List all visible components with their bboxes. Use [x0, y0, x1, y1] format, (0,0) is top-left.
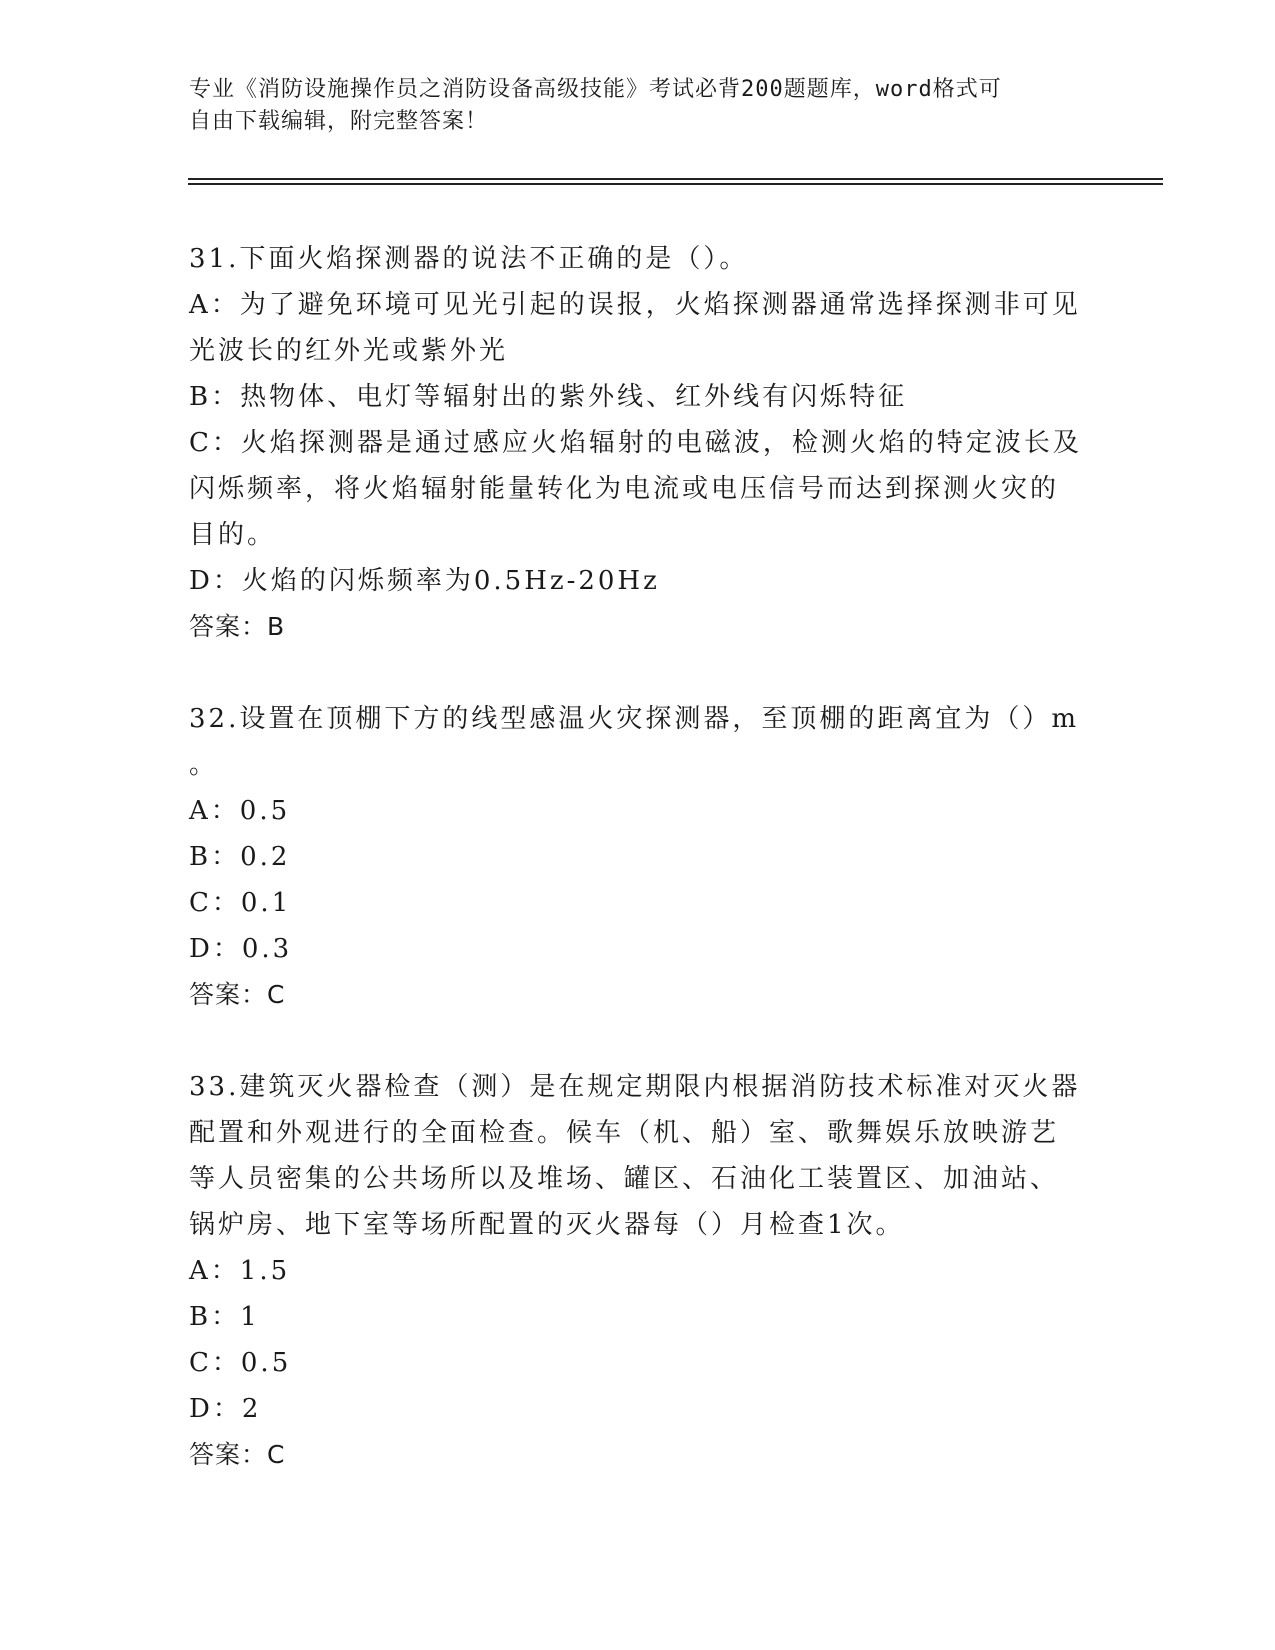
option-line: B：0.2: [189, 842, 291, 872]
option-b: [189, 1294, 1089, 1340]
option-line: A：0.5: [189, 796, 291, 826]
header-line-2: 自由下载编辑，附完整答案！: [189, 109, 489, 134]
option-d: [189, 558, 1089, 604]
option-d: [189, 1386, 1089, 1432]
header-divider-bottom: [188, 183, 1163, 185]
question-stem-line: 33.建筑灭火器检查（测）是在规定期限内根据消防技术标准对灭火器: [189, 1072, 1081, 1102]
answer-label: 答案：C: [189, 980, 286, 1009]
answer-label: 答案：C: [189, 1440, 286, 1469]
option-line: A：为了避免环境可见光引起的误报，火焰探测器通常选择探测非可见: [189, 290, 1081, 320]
option-line: D：2: [189, 1394, 262, 1424]
option-line: C：0.5: [189, 1348, 292, 1378]
option-a: [189, 282, 1089, 374]
option-b: [189, 374, 1089, 420]
option-d: [189, 926, 1089, 972]
option-line: 闪烁频率，将火焰辐射能量转化为电流或电压信号而达到探测火灾的: [189, 474, 1060, 504]
question-stem-line: 锅炉房、地下室等场所配置的灭火器每（）月检查1次。: [189, 1210, 905, 1240]
option-line: B：热物体、电灯等辐射出的紫外线、红外线有闪烁特征: [189, 382, 908, 412]
header-line-1: 专业《消防设施操作员之消防设备高级技能》考试必背200题题库，word格式可: [189, 77, 1002, 102]
question-stem-line: 。: [189, 750, 219, 780]
question-33: [189, 1064, 1089, 1478]
option-line: D：0.3: [189, 934, 293, 964]
question-stem-line: 配置和外观进行的全面检查。候车（机、船）室、歌舞娱乐放映游艺: [189, 1118, 1060, 1148]
question-list: [189, 236, 1089, 1524]
document-header: [189, 74, 1079, 138]
question-stem-line: 32.设置在顶棚下方的线型感温火灾探测器，至顶棚的距离宜为（）m: [189, 704, 1080, 734]
option-line: 目的。: [189, 520, 277, 550]
question-32: [189, 696, 1089, 1018]
option-line: A：1.5: [189, 1256, 291, 1286]
option-line: C：火焰探测器是通过感应火焰辐射的电磁波，检测火焰的特定波长及: [189, 428, 1082, 458]
option-line: B：1: [189, 1302, 260, 1332]
question-31: [189, 236, 1089, 650]
header-divider-top: [188, 178, 1163, 180]
question-stem-line: 31.下面火焰探测器的说法不正确的是（）。: [189, 244, 749, 274]
question-stem-line: 等人员密集的公共场所以及堆场、罐区、石油化工装置区、加油站、: [189, 1164, 1060, 1194]
option-c: [189, 1340, 1089, 1386]
option-a: [189, 788, 1089, 834]
option-b: [189, 834, 1089, 880]
option-c: [189, 420, 1089, 558]
option-c: [189, 880, 1089, 926]
option-a: [189, 1248, 1089, 1294]
option-line: D：火焰的闪烁频率为0.5Hz-20Hz: [189, 566, 660, 596]
answer-label: 答案：B: [189, 612, 286, 641]
option-line: 光波长的红外光或紫外光: [189, 336, 509, 366]
option-line: C：0.1: [189, 888, 292, 918]
